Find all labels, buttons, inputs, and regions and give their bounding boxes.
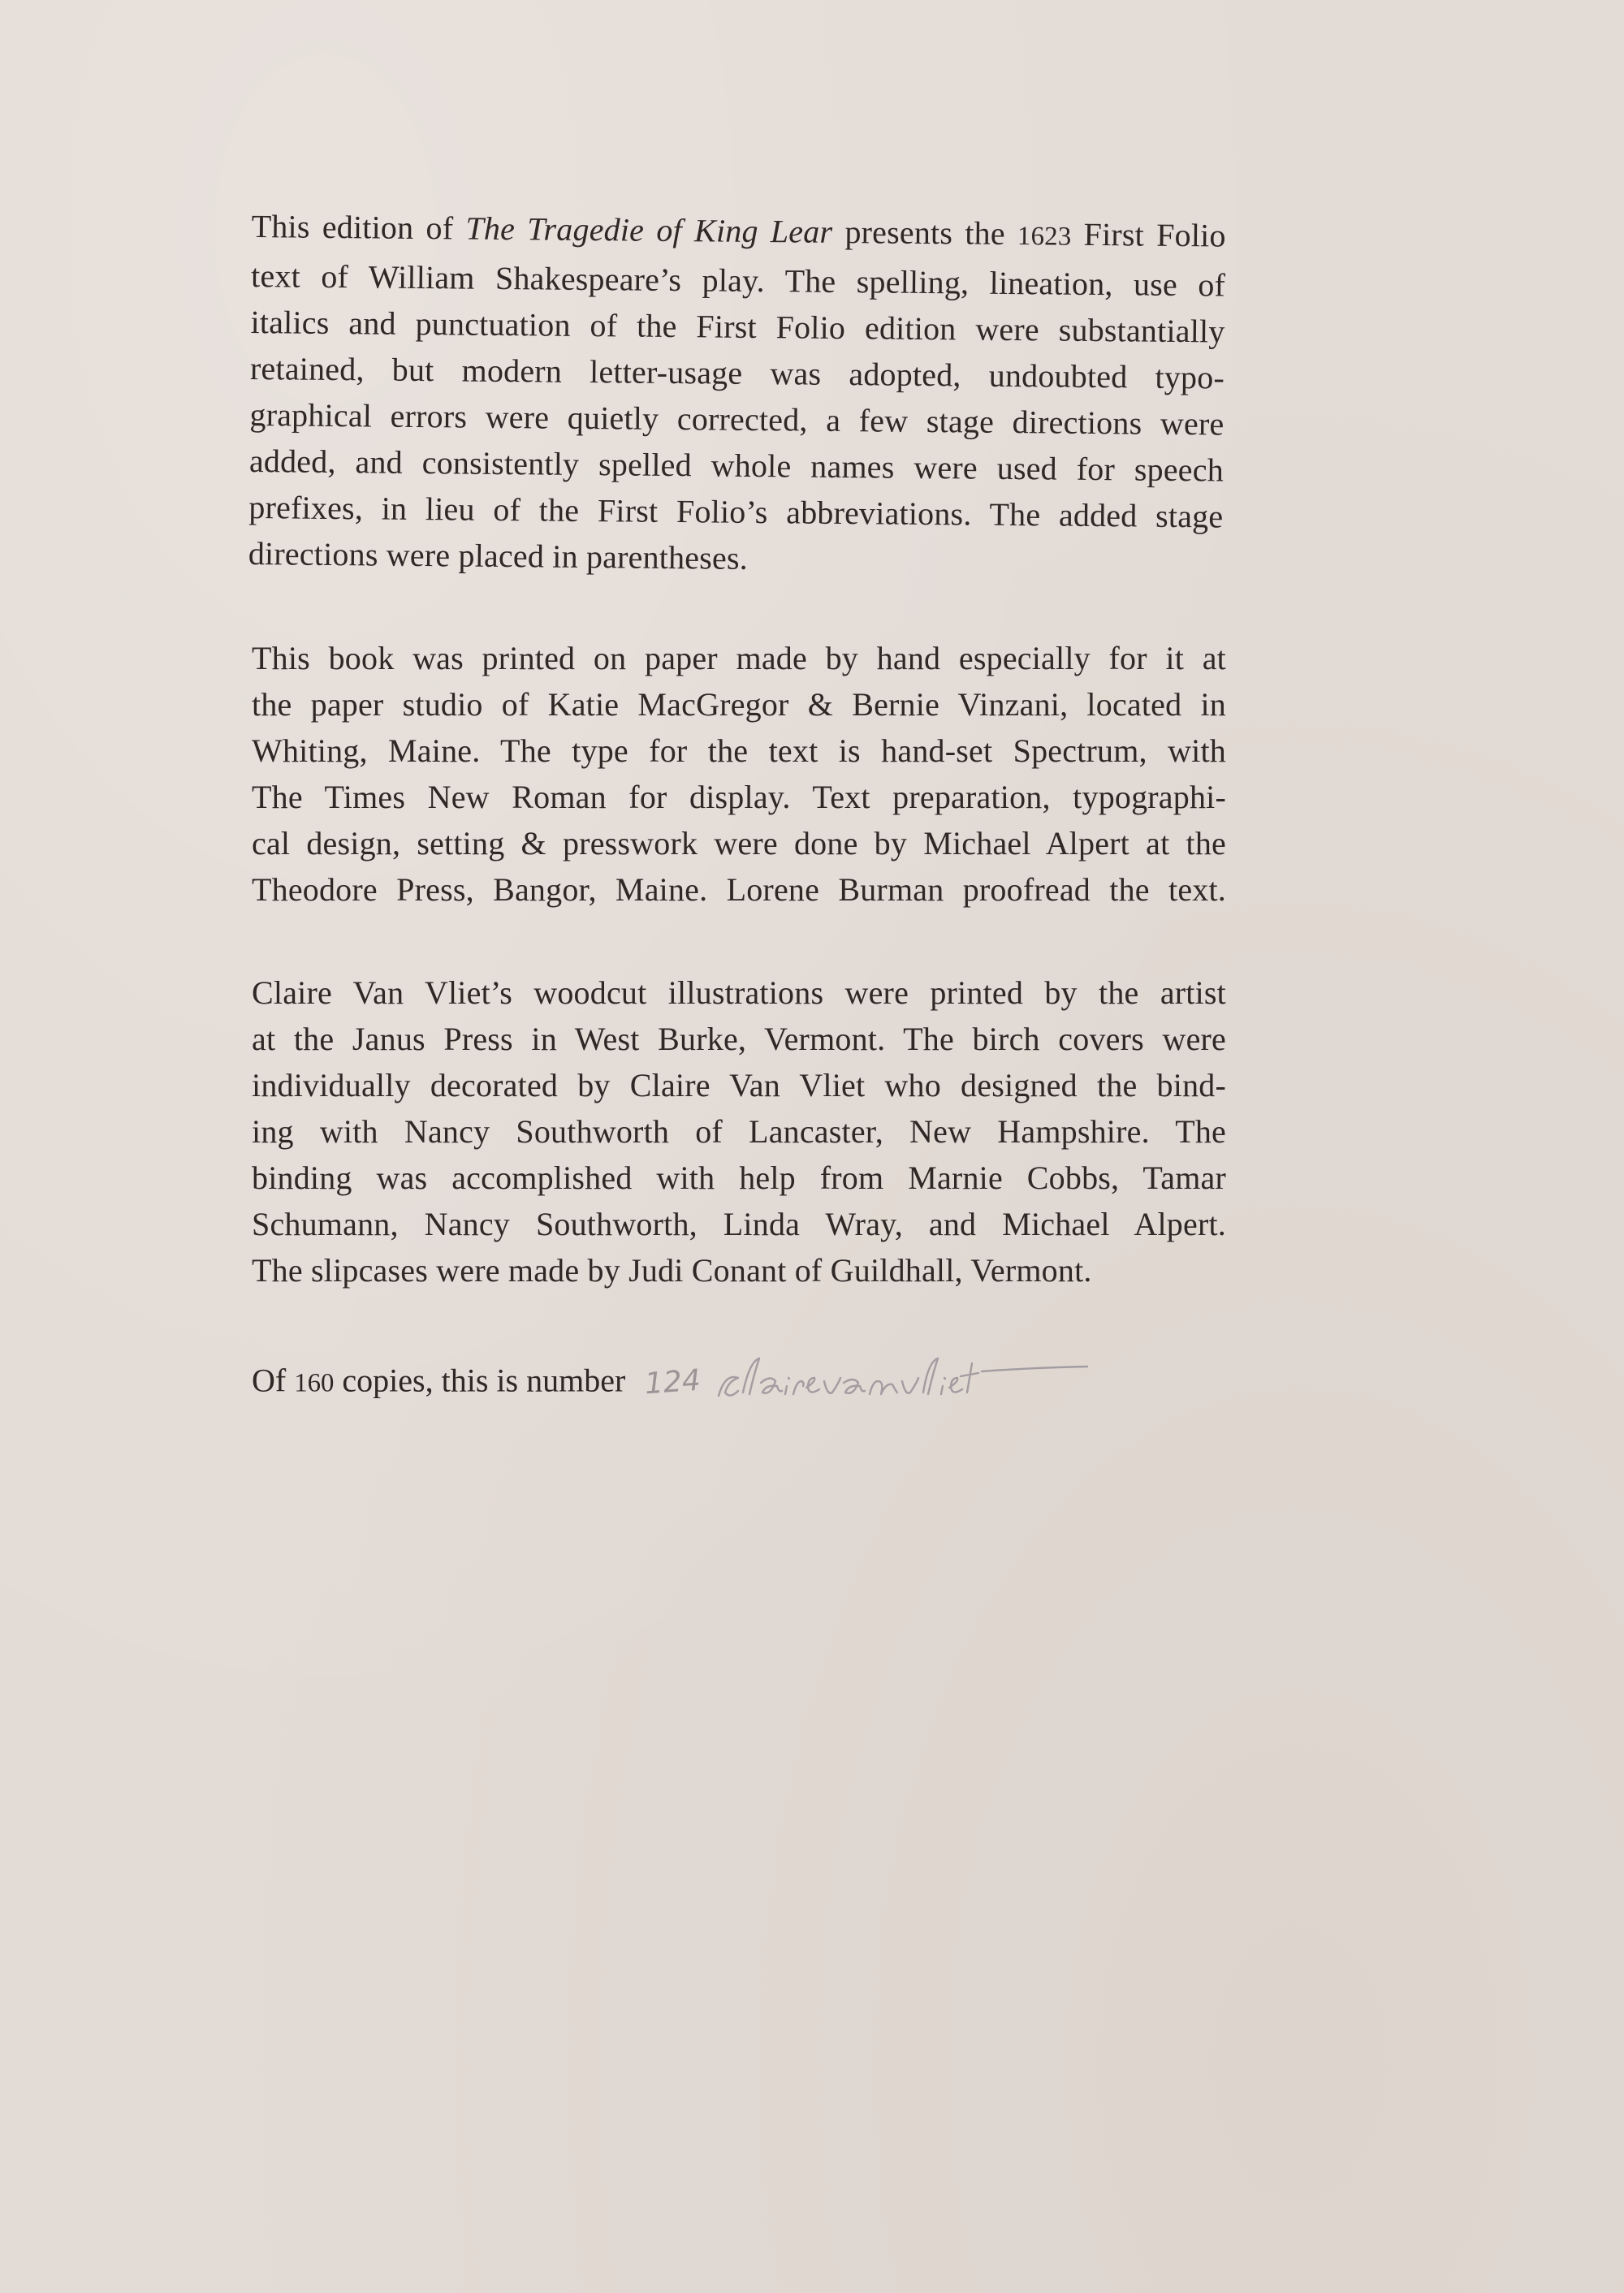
text-line: binding was accomplished with help from Marnie Cobbs, Tamar [252, 1159, 1226, 1196]
colophon-text-block [248, 203, 1226, 1423]
text-line: ing with Nancy Southworth of Lancaster, New Hampshire. The [252, 1113, 1226, 1150]
text-line: Theodore Press, Bangor, Maine. Lorene Burman proofread the text. [252, 871, 1226, 908]
signature-scrawl [714, 1345, 1095, 1410]
text-line: This book was printed on paper made by hand especially for it at [252, 640, 1226, 676]
text-line: Whiting, Maine. The type for the text is hand-set Spectrum, with [252, 732, 1226, 769]
edition-paragraph [248, 203, 1226, 585]
text-line: directions were placed in parentheses. [248, 534, 749, 576]
text-line: text of William Shakespeare’s play. The spelling, lineation, use of [250, 257, 1226, 304]
limitation-statement: Of 160 copies, this is number 124 [252, 1345, 1226, 1423]
handwritten-copy-number: 124 [643, 1363, 702, 1401]
text-line: the paper studio of Katie MacGregor & Bernie Vinzani, located in [252, 686, 1226, 723]
text-line: The Times New Roman for display. Text preparation, typographi- [252, 779, 1226, 815]
text-line: cal design, setting & presswork were done by Michael Alpert at the [252, 825, 1226, 861]
folio-year: 1623 [1017, 222, 1072, 252]
printing-paragraph [252, 635, 1226, 913]
text-line: at the Janus Press in West Burke, Vermont. The birch covers were [252, 1021, 1226, 1057]
edition-size: 160 [294, 1368, 335, 1398]
text-line: Schumann, Nancy Southworth, Linda Wray, and Michael Alpert. [252, 1206, 1226, 1242]
text-line: retained, but modern letter-usage was adopted, undoubted typo- [249, 349, 1225, 396]
text-line: This edition of The Tragedie of King Lear presents the 1623 First Folio [251, 207, 1226, 254]
text-line: individually decorated by Claire Van Vliet who designed the bind- [252, 1067, 1226, 1103]
artist-signature [714, 1345, 1095, 1423]
text-line: italics and punctuation of the First Folio edition were substantially [250, 303, 1225, 350]
text-line: The slipcases were made by Judi Conant of Guildhall, Vermont. [252, 1252, 1092, 1289]
text-line: graphical errors were quietly corrected, a few stage directions were [249, 395, 1224, 443]
play-title: The Tragedie of King Lear [465, 209, 833, 250]
text-line: added, and consistently spelled whole names were used for speech [248, 442, 1224, 489]
text-line: Claire Van Vliet’s woodcut illustrations were printed by the artist [252, 974, 1226, 1011]
illustrations-paragraph [252, 969, 1226, 1293]
text-line: prefixes, in lieu of the First Folio’s abbreviations. The added stage [248, 488, 1224, 535]
